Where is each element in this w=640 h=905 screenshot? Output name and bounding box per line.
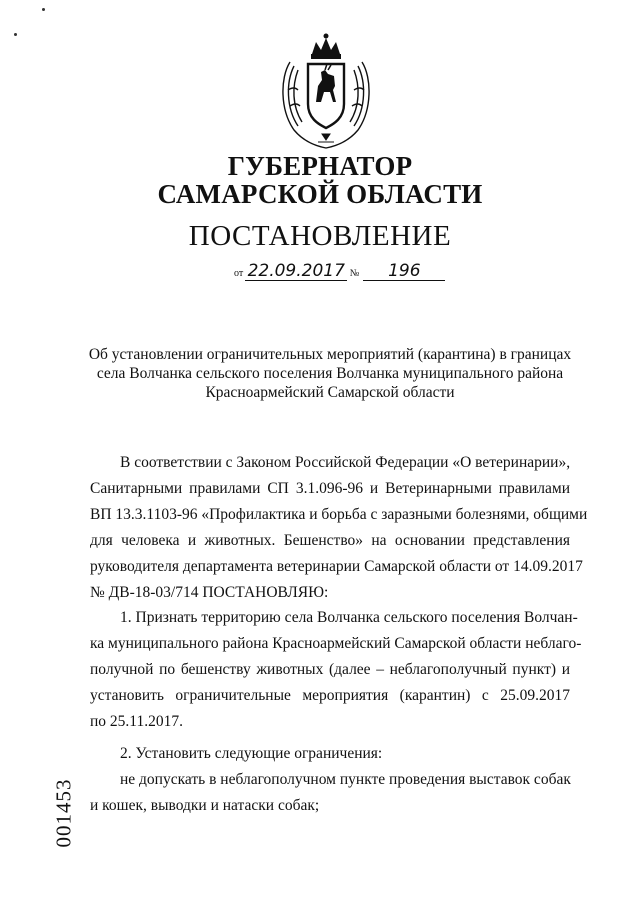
body-line: Санитарными правилами СП 3.1.096-96 и Ветеринарными правилами <box>90 480 570 497</box>
scan-speck <box>14 33 17 36</box>
body-paragraph-item1 <box>90 605 582 735</box>
body-line: руководителя департамента ветеринарии Самарской области от 14.09.2017 <box>90 558 583 575</box>
handwritten-date: 22.09.2017 <box>245 262 347 281</box>
coat-of-arms-emblem <box>278 30 374 150</box>
document-subject <box>80 345 580 402</box>
subject-line: Об установлении ограничительных мероприятий (карантина) в границах <box>88 346 572 363</box>
subject-line: Красноармейский Самарской области <box>205 384 455 401</box>
date-from-label: от <box>234 268 244 279</box>
body-paragraph-item2 <box>90 741 570 767</box>
subject-line: села Волчанка сельского поселения Волчанка муниципального района <box>96 365 564 382</box>
number-label: № <box>349 268 360 279</box>
body-line: установить ограничительные мероприятия (карантин) с 25.09.2017 <box>90 687 570 704</box>
body-line: ВП 13.3.1103-96 «Профилактика и борьба с заразными болезнями, общими <box>90 506 588 523</box>
body-line: В соответствии с Законом Российской Федерации «О ветеринарии», <box>120 454 571 471</box>
body-paragraph-restriction <box>90 767 570 819</box>
handwritten-number: 196 <box>363 262 445 281</box>
authority-title-line2: САМАРСКОЙ ОБЛАСТИ <box>157 179 483 209</box>
body-line: 1. Признать территорию села Волчанка сельского поселения Волчан- <box>120 609 578 626</box>
scan-speck <box>42 8 45 11</box>
date-number-line <box>234 262 445 286</box>
body-line: по 25.11.2017. <box>90 713 183 730</box>
body-line: № ДВ-18-03/714 ПОСТАНОВЛЯЮ: <box>90 584 329 601</box>
document-type-heading: ПОСТАНОВЛЕНИЕ <box>188 220 452 252</box>
body-line: 2. Установить следующие ограничения: <box>120 745 383 762</box>
body-line: для человека и животных. Бешенство» на основании представления <box>90 532 570 549</box>
authority-title-line1: ГУБЕРНАТОР <box>227 151 413 181</box>
body-paragraph-preamble <box>90 450 588 606</box>
body-line: и кошек, выводки и натаски собак; <box>90 797 320 814</box>
body-line: ка муниципального района Красноармейский Самарской области неблаго- <box>90 635 582 652</box>
registration-number-text: 001453 <box>51 778 76 848</box>
body-line: получной по бешенству животных (далее – неблагополучный пункт) и <box>90 661 570 678</box>
body-line: не допускать в неблагополучном пункте проведения выставок собак <box>120 771 571 788</box>
side-registration-number <box>14 775 114 851</box>
